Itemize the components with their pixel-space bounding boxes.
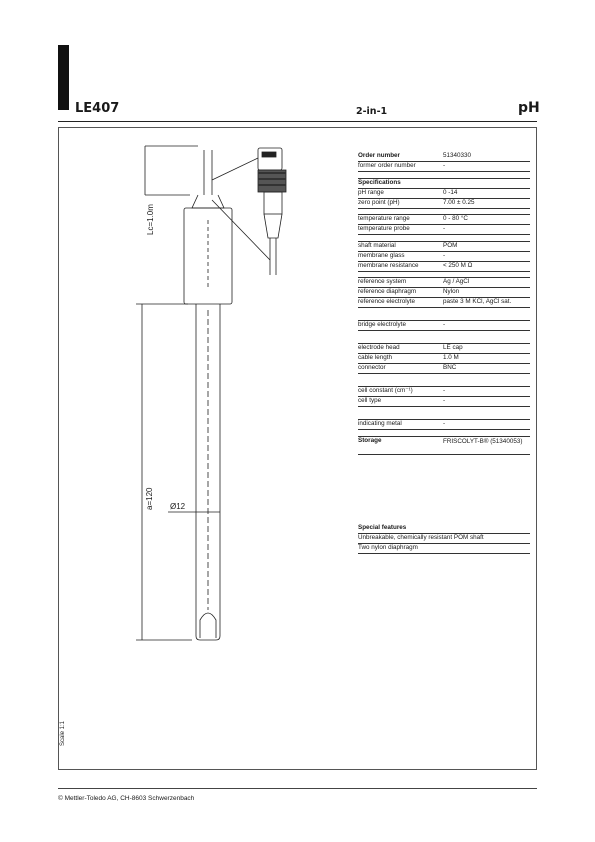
spec-value: - [443,162,446,169]
spec-value: 7.00 ± 0.25 [443,198,475,206]
spec-row-temperature-probe [358,225,530,235]
copyright-footer: © Mettler-Toledo AG, CH-8603 Schwerzenbach [58,795,195,802]
section-heading: Specifications [358,178,401,186]
spec-row-connector [358,364,530,374]
spec-value: - [443,397,446,404]
spec-label: temperature probe [358,225,410,232]
spec-row-ph-range [358,189,530,199]
spec-label: indicating metal [358,420,402,427]
spec-value: Ag / AgCl [443,278,470,285]
spec-row-electrode-head [358,344,530,354]
spec-value: Nylon [443,288,460,295]
feature-text: Unbreakable, chemically resistant POM shaft [358,534,484,541]
spec-value: LE cap [443,344,463,351]
spec-label: cell constant (cm⁻¹) [358,387,413,394]
scale-label: Scale 1:1 [60,720,66,746]
electrode-type: 2-in-1 [356,106,388,117]
model-name: LE407 [75,101,120,116]
spec-value: - [443,387,446,394]
spec-label: membrane glass [358,251,405,259]
diameter-dimension: Ø12 [170,502,186,511]
spec-value: FRISCOLYT-B® (51340053) [443,437,523,445]
spec-row-temperature-range [358,215,530,225]
spec-row-membrane-glass [358,252,530,262]
electrode-tip [200,613,216,638]
spec-section-specifications [358,179,530,189]
spec-label: cell type [358,397,382,404]
spec-value: paste 3 M KCl, AgCl sat. [443,298,512,305]
section-heading: Special features [358,524,407,531]
spec-row-order-number [358,152,530,162]
spec-label: bridge electrolyte [358,321,406,328]
feature-text: Two nylon diaphragm [358,544,418,551]
spec-value: - [443,225,446,232]
spec-label: pH range [358,188,384,196]
spec-label: cable length [358,354,392,361]
spec-value: POM [443,241,458,249]
spec-value: - [443,420,446,427]
spec-label: Order number [358,152,400,159]
spec-row-indicating-metal [358,420,530,430]
shaft-length-dimension: a=120 [145,487,154,510]
electrode-drawing [108,140,308,650]
spec-value: 0 -14 [443,188,458,196]
spec-value: - [443,321,446,328]
spec-value: BNC [443,364,457,371]
spec-label: former order number [358,162,416,169]
special-features-title [358,524,530,534]
spec-value: 0 - 80 °C [443,215,468,222]
spec-row-reference-system [358,278,530,288]
black-marker-bar [58,45,69,110]
spec-value: < 250 M Ω [443,261,473,269]
spec-label: Storage [358,436,382,444]
bnc-connector-top [258,148,282,170]
cap-taper [192,195,224,208]
spec-row-zero-point [358,199,530,209]
spec-row-cell-type [358,397,530,407]
spec-value: 1.0 M [443,354,459,361]
spec-label: connector [358,364,386,371]
spec-value: 51340330 [443,152,472,159]
spec-row-storage [358,437,530,455]
spec-label: reference electrolyte [358,298,416,305]
spec-label: electrode head [358,344,400,351]
spec-label: reference diaphragm [358,288,417,295]
spec-table [358,152,530,455]
footer-divider [58,788,537,789]
spec-row-former-order [358,162,530,172]
spec-value: - [443,251,446,259]
spec-row-bridge-electrolyte [358,321,530,331]
parameter: pH [518,100,540,116]
spec-row-cable-length [358,354,530,364]
spec-row-reference-diaphragm [358,288,530,298]
spec-label: shaft material [358,241,396,249]
spec-row-reference-electrolyte [358,298,530,308]
spec-label: membrane resistance [358,261,419,269]
special-features [358,524,530,554]
special-feature-item [358,544,530,554]
spec-label: temperature range [358,215,410,222]
special-feature-item [358,534,530,544]
spec-row-cell-constant [358,387,530,397]
spec-label: reference system [358,278,407,285]
cable-length-dimension: Lc=1.0m [146,204,155,235]
spec-label: zero point (pH) [358,198,400,206]
header-divider [58,121,537,122]
spec-row-shaft-material [358,242,530,252]
spec-row-membrane-resistance [358,262,530,272]
